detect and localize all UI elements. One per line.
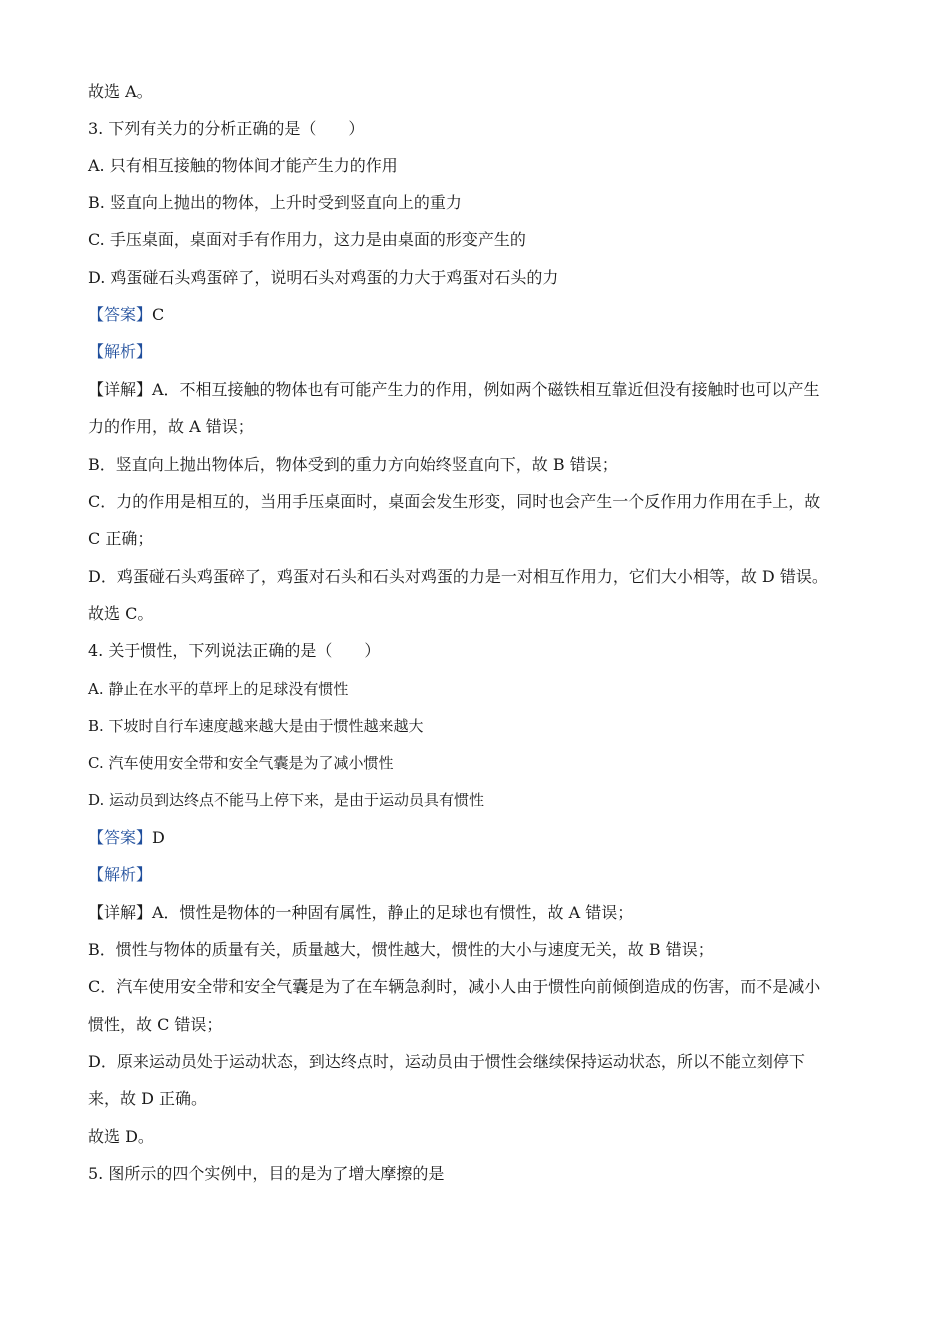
question-3-detail-line: C 正确； xyxy=(88,529,154,548)
question-4-detail-line: D．原来运动员处于运动状态，到达终点时，运动员由于惯性会继续保持运动状态，所以不能立刻停下 xyxy=(88,1052,805,1071)
question-3-option-d: D. 鸡蛋碰石头鸡蛋碎了，说明石头对鸡蛋的力大于鸡蛋对石头的力 xyxy=(88,268,559,287)
question-3-option-a: A. 只有相互接触的物体间才能产生力的作用 xyxy=(88,156,398,175)
question-4-answer xyxy=(88,828,165,848)
question-4-option-c: C. 汽车使用安全带和安全气囊是为了减小惯性 xyxy=(88,754,394,772)
question-4-stem: 4. 关于惯性，下列说法正确的是（ ） xyxy=(88,641,381,660)
answer-label: 【答案】 xyxy=(88,828,153,847)
conclusion-line: 故选 C。 xyxy=(88,604,154,623)
question-4-detail-line: C．汽车使用安全带和安全气囊是为了在车辆急刹时，减小人由于惯性向前倾倒造成的伤害，而不是减小 xyxy=(88,977,821,996)
question-5-stem: 5. 图所示的四个实例中，目的是为了增大摩擦的是 xyxy=(88,1164,445,1183)
question-3-option-c: C. 手压桌面，桌面对手有作用力，这力是由桌面的形变产生的 xyxy=(88,230,526,249)
question-3-detail-line: B．竖直向上抛出物体后，物体受到的重力方向始终竖直向下，故 B 错误； xyxy=(88,455,618,474)
question-3-detail-line: C．力的作用是相互的，当用手压桌面时，桌面会发生形变，同时也会产生一个反作用力作用在手上，故 xyxy=(88,492,821,511)
answer-value: C xyxy=(152,305,165,324)
question-3-option-b: B. 竖直向上抛出的物体，上升时受到竖直向上的重力 xyxy=(88,193,462,212)
question-4-detail-line: 来，故 D 正确。 xyxy=(88,1089,208,1108)
question-4-detail-line: 【详解】A．惯性是物体的一种固有属性，静止的足球也有惯性，故 A 错误； xyxy=(88,903,634,922)
question-3-detail-line: D．鸡蛋碰石头鸡蛋碎了，鸡蛋对石头和石头对鸡蛋的力是一对相互作用力，它们大小相等，故 D 错误。 xyxy=(88,567,828,586)
question-3-detail-line: 【详解】A．不相互接触的物体也有可能产生力的作用，例如两个磁铁相互靠近但没有接触时也可以产生 xyxy=(88,380,820,399)
question-4-option-b: B. 下坡时自行车速度越来越大是由于惯性越来越大 xyxy=(88,717,424,735)
question-4-detail-line: 惯性，故 C 错误； xyxy=(88,1015,223,1034)
question-4-detail-line: B．惯性与物体的质量有关，质量越大，惯性越大，惯性的大小与速度无关，故 B 错误； xyxy=(88,940,714,959)
question-4-option-d: D. 运动员到达终点不能马上停下来，是由于运动员具有惯性 xyxy=(88,791,485,809)
question-4-analysis-label: 【解析】 xyxy=(88,865,153,884)
answer-value: D xyxy=(152,828,165,847)
question-3-answer xyxy=(88,305,164,325)
conclusion-line: 故选 A。 xyxy=(88,82,153,101)
question-3-analysis-label: 【解析】 xyxy=(88,342,153,361)
answer-label: 【答案】 xyxy=(88,305,153,324)
question-3-detail-line: 力的作用，故 A 错误； xyxy=(88,417,254,436)
question-3-stem: 3. 下列有关力的分析正确的是（ ） xyxy=(88,119,365,138)
conclusion-line: 故选 D。 xyxy=(88,1127,154,1146)
question-4-option-a: A. 静止在水平的草坪上的足球没有惯性 xyxy=(88,680,349,698)
